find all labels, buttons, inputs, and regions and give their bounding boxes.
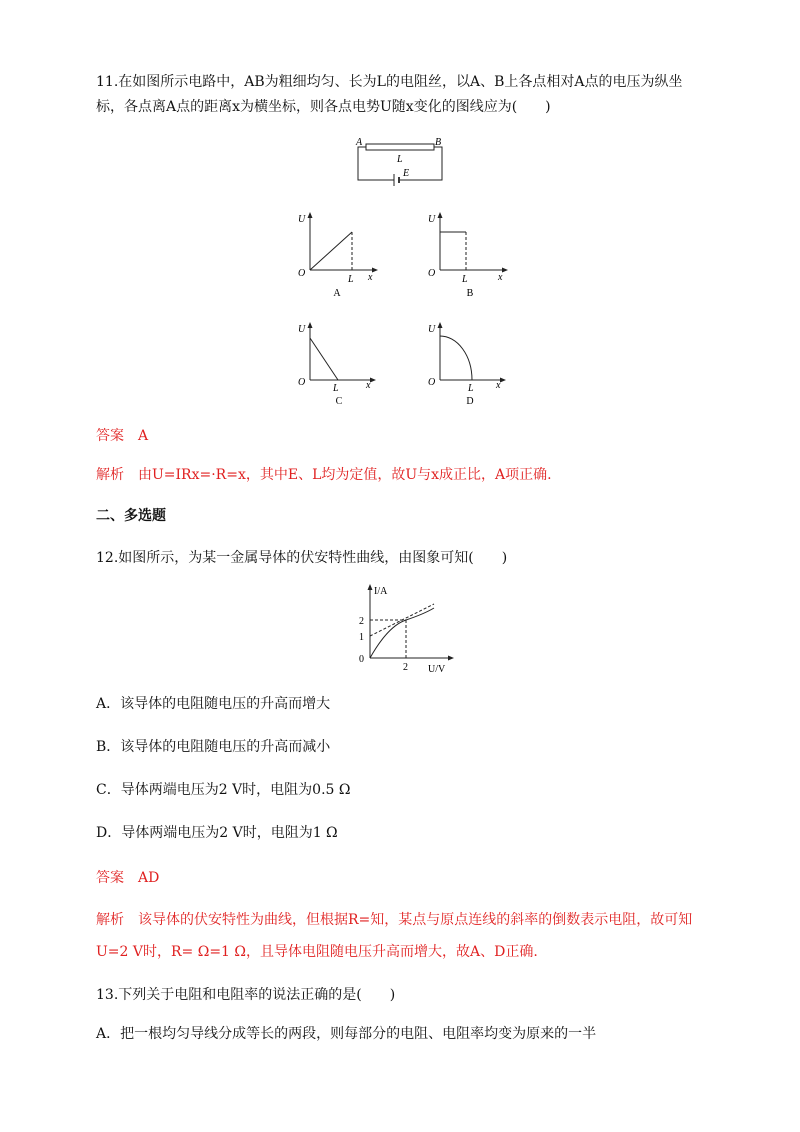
q11-analysis	[96, 465, 552, 485]
graph-b-option-label: B	[466, 288, 474, 299]
graph-b-l-label: L	[462, 274, 468, 285]
circuit-label-a: A	[356, 137, 363, 148]
graph-c-o-label: O	[298, 377, 306, 388]
graph-a-option-label: A	[333, 288, 341, 299]
q12-graph-xlabel: U/V	[428, 664, 446, 674]
q11-stem-line1: 11.在如图所示电路中，AB为粗细均匀、长为L的电阻丝，以A、B上各点相对A点的电压为纵坐	[96, 74, 683, 90]
graph-a-o-label: O	[298, 268, 306, 279]
q12-analysis-line1	[96, 910, 692, 930]
q11-stem-line2: 标，各点离A点的距离x为横坐标，则各点电势U随x变化的图线应为( )	[96, 99, 551, 115]
q13-option-a: A．把一根均匀导线分成等长的两段，则每部分的电阻、电阻率均变为原来的一半	[96, 1026, 597, 1042]
graph-d-o-label: O	[428, 377, 436, 388]
q11-analysis-text: 由U=IRx=·R=x，其中E、L均为定值，故U与x成正比，A项正确.	[138, 467, 552, 483]
graph-c-u-label: U	[298, 324, 306, 335]
graph-b-u-label: U	[428, 214, 436, 225]
q12-graph-x-tick-2: 2	[403, 662, 408, 673]
graph-c-x-label: x	[366, 380, 371, 391]
section-title: 二、多选题	[96, 508, 166, 524]
graph-a-u-label: U	[298, 214, 306, 225]
q12-graph-ylabel: I/A	[374, 586, 388, 597]
q12-option-b: B．该导体的电阻随电压的升高而减小	[96, 739, 331, 755]
q11-circuit-diagram	[350, 134, 450, 186]
graph-d-x-label: x	[496, 380, 501, 391]
q12-option-c: C．导体两端电压为2 V时，电阻为0.5 Ω	[96, 782, 351, 798]
graph-d-l-label: L	[468, 383, 474, 394]
q11-graph-d	[412, 318, 512, 408]
circuit-label-l: L	[397, 154, 403, 165]
q11-answer	[96, 426, 148, 446]
q11-analysis-label: 解析	[96, 467, 124, 483]
q12-analysis-label: 解析	[96, 912, 124, 928]
graph-c-l-label: L	[333, 383, 339, 394]
q11-graph-c	[282, 318, 382, 408]
q12-iv-graph	[348, 584, 458, 674]
q12-answer-value: AD	[138, 870, 160, 886]
q11-answer-label: 答案	[96, 428, 124, 444]
q12-option-a: A．该导体的电阻随电压的升高而增大	[96, 696, 331, 712]
q12-answer	[96, 868, 159, 888]
q11-answer-value: A	[138, 428, 149, 444]
circuit-label-e: E	[403, 168, 410, 179]
q11-graph-b	[422, 210, 512, 300]
q13-stem: 13.下列关于电阻和电阻率的说法正确的是( )	[96, 987, 396, 1003]
q11-graph-a	[292, 210, 382, 300]
graph-d-option-label: D	[466, 396, 474, 407]
circuit-label-b: B	[435, 137, 442, 148]
q12-answer-label: 答案	[96, 870, 124, 886]
graph-c-option-label: C	[335, 396, 343, 407]
q12-analysis-line2: U=2 V时，R= Ω=1 Ω，且导体电阻随电压升高而增大，故A、D正确.	[96, 944, 538, 960]
graph-b-o-label: O	[428, 268, 436, 279]
q12-analysis-text1: 该导体的伏安特性为曲线，但根据R=知，某点与原点连线的斜率的倒数表示电阻，故可知	[138, 912, 693, 928]
q12-graph-origin: 0	[359, 654, 364, 665]
q12-graph-y-tick-2: 2	[359, 616, 364, 627]
graph-b-x-label: x	[498, 272, 503, 283]
q12-graph-y-tick-1: 1	[359, 632, 364, 643]
q12-option-d: D．导体两端电压为2 V时，电阻为1 Ω	[96, 825, 338, 841]
q12-stem: 12.如图所示，为某一金属导体的伏安特性曲线，由图象可知( )	[96, 550, 508, 566]
graph-a-l-label: L	[348, 274, 354, 285]
graph-a-x-label: x	[368, 272, 373, 283]
graph-d-u-label: U	[428, 324, 436, 335]
